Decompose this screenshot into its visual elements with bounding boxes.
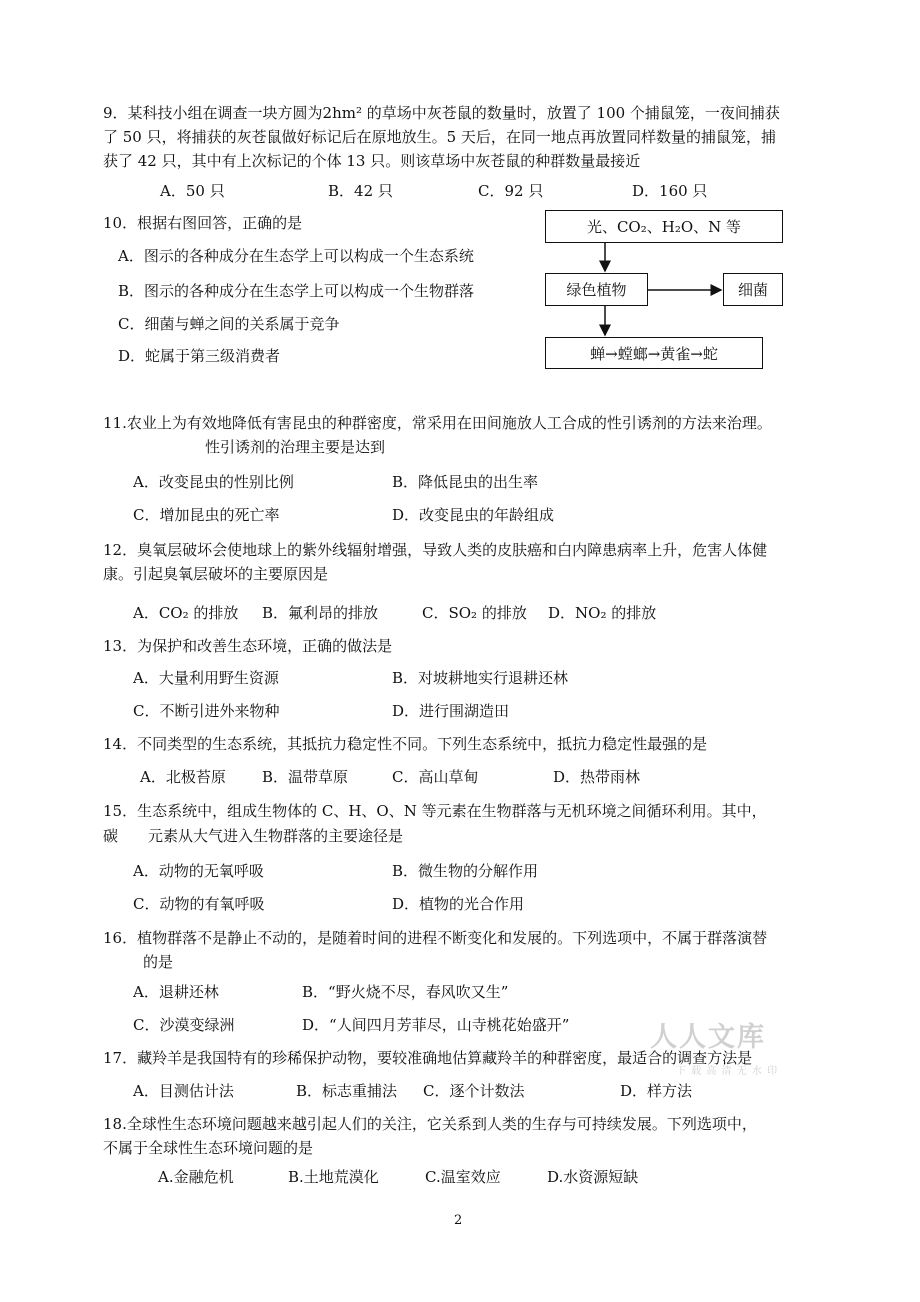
q17-option-b[interactable]: B．标志重捕法 xyxy=(296,1082,398,1100)
q10-option-d[interactable]: D．蛇属于第三级消费者 xyxy=(118,347,281,365)
q9-option-c[interactable]: C．92 只 xyxy=(478,182,544,200)
q16-option-a[interactable]: A．退耕还林 xyxy=(133,983,219,1001)
q15-line2-char: 碳 xyxy=(103,827,119,845)
q13-option-b[interactable]: B．对坡耕地实行退耕还林 xyxy=(392,669,569,687)
q15-option-b[interactable]: B．微生物的分解作用 xyxy=(392,862,539,880)
q9-option-b[interactable]: B．42 只 xyxy=(328,182,393,200)
q14-option-c[interactable]: C．高山草甸 xyxy=(392,768,479,786)
q18-option-a[interactable]: A.金融危机 xyxy=(158,1168,234,1186)
q16-option-c[interactable]: C．沙漠变绿洲 xyxy=(133,1016,235,1034)
q10-option-c[interactable]: C．细菌与蝉之间的关系属于竞争 xyxy=(118,315,340,333)
q11-line1: 11.农业上为有效地降低有害昆虫的种群密度，常采用在田间施放人工合成的性引诱剂的方法来治理。 xyxy=(103,414,772,432)
page-number: 2 xyxy=(454,1213,463,1228)
watermark-title: 人人文库 xyxy=(650,1022,766,1053)
q12-option-c[interactable]: C．SO₂ 的排放 xyxy=(422,604,527,622)
q11-option-b[interactable]: B．降低昆虫的出生率 xyxy=(392,473,539,491)
q14-option-a[interactable]: A．北极苔原 xyxy=(140,768,226,786)
q14-stem: 14．不同类型的生态系统，其抵抗力稳定性不同。下列生态系统中，抵抗力稳定性最强的是 xyxy=(103,735,708,753)
q16-line1: 16．植物群落不是静止不动的，是随着时间的进程不断变化和发展的。下列选项中，不属于群落演替 xyxy=(103,929,768,947)
q9-option-d[interactable]: D．160 只 xyxy=(632,182,708,200)
q14-option-d[interactable]: D．热带雨林 xyxy=(553,768,641,786)
q9-line1: 9．某科技小组在调查一块方圆为2hm² 的草场中灰苍鼠的数量时，放置了 100 个捕鼠笼，一夜间捕获 xyxy=(103,104,780,122)
q18-line1: 18.全球性生态环境问题越来越引起人们的关注，它关系到人类的生存与可持续发展。下列选项中， xyxy=(103,1115,757,1133)
q15-line1: 15．生态系统中，组成生物体的 C、H、O、N 等元素在生物群落与无机环境之间循环利用。其中， xyxy=(103,802,767,820)
q15-line2: 元素从大气进入生物群落的主要途径是 xyxy=(148,827,404,845)
q15-option-d[interactable]: D．植物的光合作用 xyxy=(392,895,525,913)
q17-stem: 17．藏羚羊是我国特有的珍稀保护动物，要较准确地估算藏羚羊的种群密度，最适合的调查方法是 xyxy=(103,1049,753,1067)
q10-option-b[interactable]: B．图示的各种成分在生态学上可以构成一个生物群落 xyxy=(118,282,475,300)
diagram-food-chain-box: 蝉→螳螂→黄雀→蛇 xyxy=(545,337,763,369)
watermark-subtitle: 下 载 高 清 无 水 印 xyxy=(676,1066,779,1077)
q17-option-c[interactable]: C．逐个计数法 xyxy=(423,1082,525,1100)
diagram-arrows xyxy=(0,0,920,400)
q17-option-d[interactable]: D．样方法 xyxy=(620,1082,693,1100)
q12-line1: 12．臭氧层破坏会使地球上的紫外线辐射增强，导致人类的皮肤癌和白内障患病率上升，危害人体健 xyxy=(103,541,768,559)
diagram-plant-box: 绿色植物 xyxy=(545,273,648,306)
q16-option-b[interactable]: B．“野火烧不尽，春风吹又生” xyxy=(302,983,509,1001)
q18-option-c[interactable]: C.温室效应 xyxy=(425,1168,501,1186)
q16-line2: 的是 xyxy=(143,953,174,971)
q13-option-a[interactable]: A．大量利用野生资源 xyxy=(133,669,279,687)
q14-option-b[interactable]: B．温带草原 xyxy=(262,768,349,786)
q10-option-a[interactable]: A．图示的各种成分在生态学上可以构成一个生态系统 xyxy=(118,247,474,265)
q15-option-a[interactable]: A．动物的无氧呼吸 xyxy=(133,862,264,880)
diagram-abiotic-box: 光、CO₂、H₂O、N 等 xyxy=(545,210,783,243)
q9-option-a[interactable]: A．50 只 xyxy=(160,182,225,200)
q10-stem: 10．根据右图回答，正确的是 xyxy=(103,214,303,232)
q12-option-b[interactable]: B．氟利昂的排放 xyxy=(262,604,379,622)
q12-option-d[interactable]: D．NO₂ 的排放 xyxy=(548,604,657,622)
q12-option-a[interactable]: A．CO₂ 的排放 xyxy=(133,604,239,622)
q11-option-d[interactable]: D．改变昆虫的年龄组成 xyxy=(392,506,555,524)
q13-option-c[interactable]: C．不断引进外来物种 xyxy=(133,702,280,720)
q18-line2: 不属于全球性生态环境问题的是 xyxy=(103,1139,314,1157)
q18-option-d[interactable]: D.水资源短缺 xyxy=(547,1168,639,1186)
q13-option-d[interactable]: D．进行围湖造田 xyxy=(392,702,510,720)
diagram-bacteria-box: 细菌 xyxy=(723,273,783,306)
q16-option-d[interactable]: D．“人间四月芳菲尽，山寺桃花始盛开” xyxy=(302,1016,570,1034)
q11-option-c[interactable]: C．增加昆虫的死亡率 xyxy=(133,506,280,524)
q13-stem: 13．为保护和改善生态环境，正确的做法是 xyxy=(103,637,393,655)
q15-option-c[interactable]: C．动物的有氧呼吸 xyxy=(133,895,265,913)
q9-line2: 了 50 只，将捕获的灰苍鼠做好标记后在原地放生。5 天后，在同一地点再放置同样数量的捕鼠笼，捕 xyxy=(103,128,776,146)
q17-option-a[interactable]: A．目测估计法 xyxy=(133,1082,234,1100)
q9-line3: 获了 42 只，其中有上次标记的个体 13 只。则该草场中灰苍鼠的种群数量最接近 xyxy=(103,152,641,170)
q11-line2: 性引诱剂的治理主要是达到 xyxy=(205,438,386,456)
q12-line2: 康。引起臭氧层破坏的主要原因是 xyxy=(103,565,329,583)
q18-option-b[interactable]: B.土地荒漠化 xyxy=(288,1168,379,1186)
q11-option-a[interactable]: A．改变昆虫的性别比例 xyxy=(133,473,294,491)
